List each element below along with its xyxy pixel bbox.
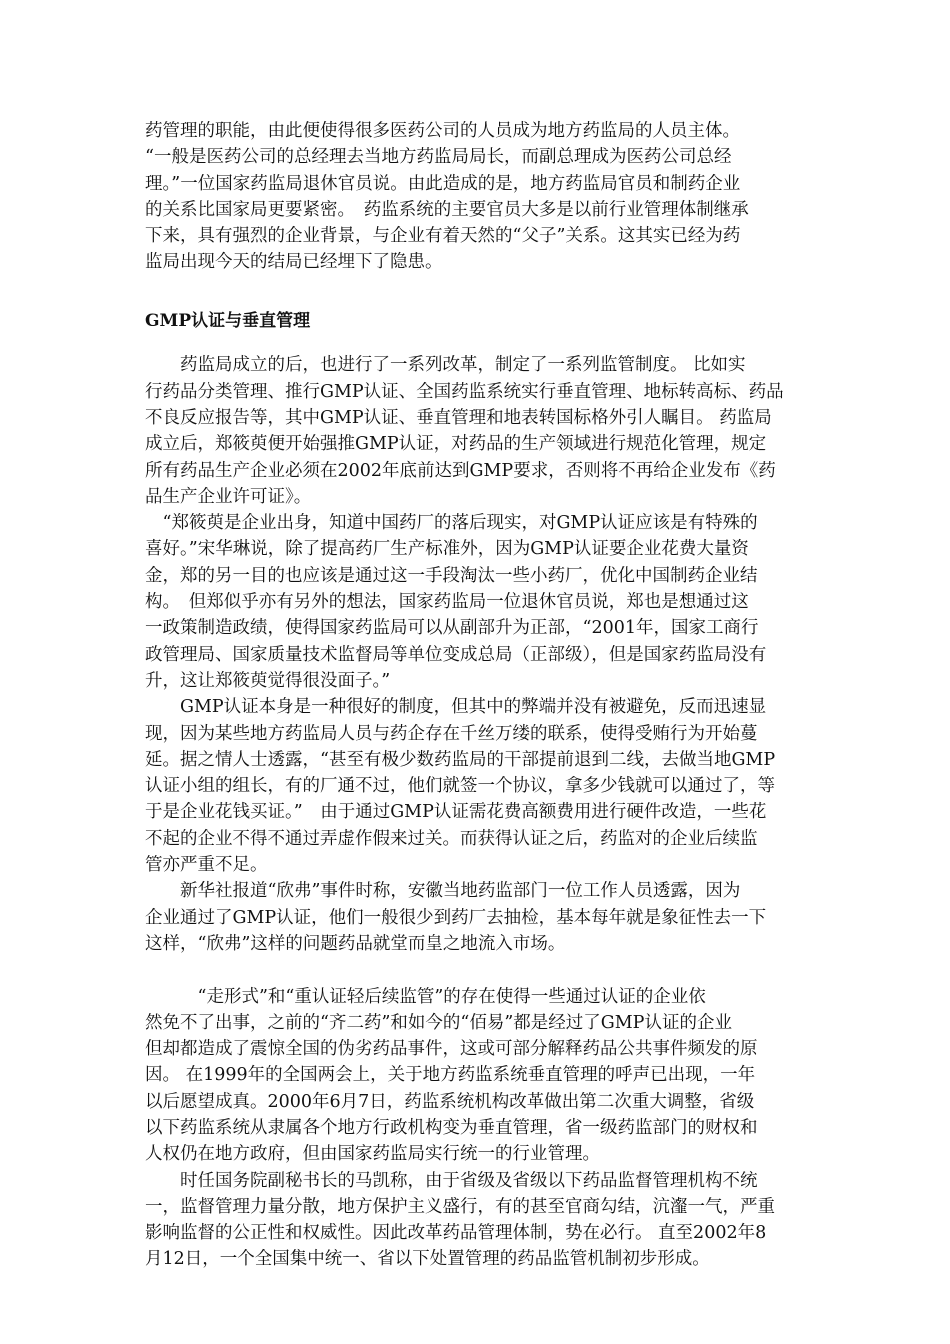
text-line: 政管理局、国家质量技术监督局等单位变成总局（正部级），但是国家药监局没有 <box>145 644 767 665</box>
text-line: 理。”一位国家药监局退休官员说。由此造成的是，地方药监局官员和制药企业 <box>145 173 741 194</box>
text-line: 以后愿望成真。2000年6月7日，药监系统机构改革做出第二次重大调整，省级 <box>145 1091 755 1112</box>
text-line: 的关系比国家局更要紧密。 药监系统的主要官员大多是以前行业管理体制继承 <box>145 199 749 220</box>
text-line: 喜好。”宋华琳说，除了提高药厂生产标准外，因为GMP认证要企业花费大量资 <box>145 539 749 560</box>
paragraph-7 <box>145 1168 809 1273</box>
text-line: 一，监督管理力量分散，地方保护主义盛行，有的甚至官商勾结，沆瀣一气，严重 <box>145 1196 775 1217</box>
text-line: 然免不了出事，之前的“齐二药”和如今的“佰易”都是经过了GMP认证的企业 <box>145 1012 732 1033</box>
text-line: 延。据之情人士透露，“甚至有极少数药监局的干部提前退到二线，去做当地GMP <box>145 749 776 770</box>
text-line: 一政策制造政绩，使得国家药监局可以从副部升为正部，“2001年，国家工商行 <box>145 618 759 639</box>
blank-line <box>145 338 809 352</box>
text-line: 现，因为某些地方药监局人员与药企存在千丝万缕的联系，使得受贿行为开始蔓 <box>145 723 758 744</box>
text-line: 药管理的职能，由此便使得很多医药公司的人员成为地方药监局的人员主体。 <box>145 121 740 141</box>
text-line: 构。 但郑似乎亦有另外的想法，国家药监局一位退休官员说，郑也是想通过这 <box>145 592 749 613</box>
text-line: 下来，具有强烈的企业背景，与企业有着天然的“父子”关系。这其实已经为药 <box>145 226 741 247</box>
text-line: 影响监督的公正性和权威性。因此改革药品管理体制，势在必行。 直至2002年8 <box>145 1223 767 1244</box>
text-line: 管亦严重不足。 <box>145 855 268 876</box>
text-line: 月12日，一个全国集中统一、省以下处置管理的药品监管机制初步形成。 <box>145 1249 710 1270</box>
text-line: 时任国务院副秘书长的马凯称，由于省级及省级以下药品监督管理机构不统 <box>145 1170 758 1191</box>
paragraph-1 <box>145 118 809 276</box>
text-line: 以下药监系统从隶属各个地方行政机构变为垂直管理，省一级药监部门的财权和 <box>145 1117 758 1138</box>
text-line: 但却都造成了震惊全国的伪劣药品事件，这或可部分解释药品公共事件频发的原 <box>145 1039 758 1060</box>
blank-line <box>145 276 809 302</box>
text-line: 药监局成立的后，也进行了一系列改革，制定了一系列监管制度。 比如实 <box>145 355 746 376</box>
paragraph-3 <box>145 510 809 694</box>
section-heading: GMP认证与垂直管理 <box>145 311 311 332</box>
text-line: 认证小组的组长，有的厂通不过，他们就签一个协议，拿多少钱就可以通过了，等 <box>145 776 775 797</box>
text-line: 不良反应报告等，其中GMP认证、垂直管理和地表转国标格外引人瞩目。 药监局 <box>145 407 772 428</box>
text-line: 监局出现今天的结局已经埋下了隐患。 <box>145 252 443 273</box>
text-line: 人权仍在地方政府，但由国家药监局实行统一的行业管理。 <box>145 1144 600 1165</box>
text-line: 因。 在1999年的全国两会上，关于地方药监系统垂直管理的呼声已出现，一年 <box>145 1065 756 1086</box>
text-line: “一般是医药公司的总经理去当地方药监局局长，而副总理成为医药公司总经 <box>145 147 732 168</box>
blank-line <box>145 957 809 983</box>
text-line: 成立后，郑筱萸便开始强推GMP认证，对药品的生产领域进行规范化管理，规定 <box>145 434 767 455</box>
text-line: “郑筱萸是企业出身，知道中国药厂的落后现实，对GMP认证应该是有特殊的 <box>145 513 758 534</box>
document-page <box>145 118 809 1273</box>
text-line: “走形式”和“重认证轻后续监管”的存在使得一些通过认证的企业依 <box>145 986 706 1007</box>
text-line: 所有药品生产企业必须在2002年底前达到GMP要求，否则将不再给企业发布《药 <box>145 460 776 481</box>
text-line: 于是企业花钱买证。” 由于通过GMP认证需花费高额费用进行硬件改造，一些花 <box>145 802 767 823</box>
text-line: GMP认证本身是一种很好的制度，但其中的弊端并没有被避免，反而迅速显 <box>145 697 767 718</box>
paragraph-4 <box>145 694 809 878</box>
text-line: 新华社报道“欣弗”事件时称，安徽当地药监部门一位工作人员透露，因为 <box>145 881 741 902</box>
text-line: 企业通过了GMP认证，他们一般很少到药厂去抽检，基本每年就是象征性去一下 <box>145 907 767 928</box>
text-line: 行药品分类管理、推行GMP认证、全国药监系统实行垂直管理、地标转高标、药品 <box>145 381 784 402</box>
text-line: 品生产企业许可证》。 <box>145 486 312 507</box>
text-line: 金，郑的另一目的也应该是通过这一手段淘汰一些小药厂，优化中国制药企业结 <box>145 565 758 586</box>
paragraph-2 <box>145 352 809 510</box>
paragraph-6 <box>145 984 809 1168</box>
text-line: 这样，“欣弗”这样的问题药品就堂而皇之地流入市场。 <box>145 933 566 954</box>
text-line: 升，这让郑筱萸觉得很没面子。” <box>145 670 391 691</box>
text-line: 不起的企业不得不通过弄虚作假来过关。而获得认证之后，药监对的企业后续监 <box>145 828 758 849</box>
paragraph-5 <box>145 878 809 957</box>
